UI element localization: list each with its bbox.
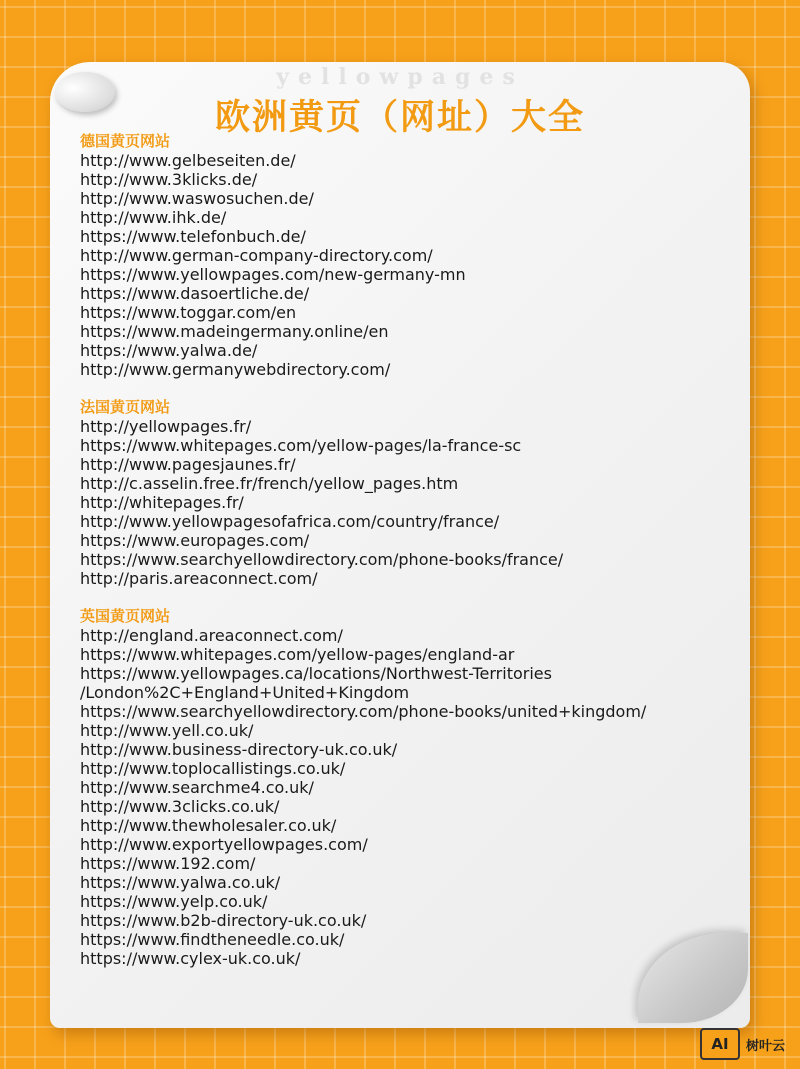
link-item[interactable]: http://www.ihk.de/ [80, 208, 227, 227]
link-item[interactable]: http://www.yell.co.uk/ [80, 721, 254, 740]
link-item[interactable]: https://www.findtheneedle.co.uk/ [80, 930, 345, 949]
brand-name: 树叶云 [746, 1038, 786, 1054]
link-item[interactable]: https://www.dasoertliche.de/ [80, 284, 310, 303]
link-item[interactable]: http://www.gelbeseiten.de/ [80, 151, 296, 170]
link-item[interactable]: https://www.yalwa.co.uk/ [80, 873, 281, 892]
link-item[interactable]: http://www.3klicks.de/ [80, 170, 258, 189]
link-item-continuation[interactable]: /London%2C+England+United+Kingdom [80, 683, 410, 702]
link-item[interactable]: https://www.europages.com/ [80, 531, 310, 550]
link-item[interactable]: http://www.german-company-directory.com/ [80, 246, 433, 265]
section-title-uk: 英国黄页网站 [80, 607, 171, 625]
link-item[interactable]: https://www.telefonbuch.de/ [80, 227, 306, 246]
link-item[interactable]: https://www.cylex-uk.co.uk/ [80, 949, 301, 968]
link-item[interactable]: http://england.areaconnect.com/ [80, 626, 343, 645]
link-directory [80, 132, 730, 968]
section-spacer [80, 379, 730, 398]
link-item[interactable]: http://www.exportyellowpages.com/ [80, 835, 368, 854]
ai-logo-icon: AI [700, 1028, 740, 1060]
page-title: 欧洲黄页（网址）大全 [214, 97, 585, 138]
link-item[interactable]: http://www.toplocallistings.co.uk/ [80, 759, 346, 778]
link-item[interactable]: http://www.waswosuchen.de/ [80, 189, 314, 208]
link-item[interactable]: https://www.b2b-directory-uk.co.uk/ [80, 911, 367, 930]
watermark-text: yellowpages [276, 64, 524, 90]
link-item[interactable]: https://www.yellowpages.com/new-germany-mn [80, 265, 466, 284]
link-item[interactable]: http://www.3clicks.co.uk/ [80, 797, 280, 816]
link-item[interactable]: https://www.searchyellowdirectory.com/phone-books/united+kingdom/ [80, 702, 647, 721]
link-item[interactable]: https://www.whitepages.com/yellow-pages/la-france-sc [80, 436, 522, 455]
link-item[interactable]: https://www.yalwa.de/ [80, 341, 258, 360]
link-item[interactable]: http://paris.areaconnect.com/ [80, 569, 318, 588]
link-item[interactable]: http://www.business-directory-uk.co.uk/ [80, 740, 398, 759]
link-item[interactable]: http://www.germanywebdirectory.com/ [80, 360, 391, 379]
link-item[interactable]: http://www.thewholesaler.co.uk/ [80, 816, 337, 835]
link-item[interactable]: http://www.pagesjaunes.fr/ [80, 455, 296, 474]
link-item[interactable]: https://www.yelp.co.uk/ [80, 892, 268, 911]
link-item[interactable]: https://www.whitepages.com/yellow-pages/england-ar [80, 645, 515, 664]
link-item[interactable]: http://whitepages.fr/ [80, 493, 244, 512]
brand-logo [700, 1028, 785, 1060]
link-item[interactable]: https://www.192.com/ [80, 854, 256, 873]
section-spacer [80, 588, 730, 607]
link-item[interactable]: https://www.toggar.com/en [80, 303, 297, 322]
section-title-france: 法国黄页网站 [80, 398, 171, 416]
link-item[interactable]: http://www.searchme4.co.uk/ [80, 778, 314, 797]
link-item[interactable]: https://www.madeingermany.online/en [80, 322, 389, 341]
link-item[interactable]: https://www.yellowpages.ca/locations/Northwest-Territories [80, 664, 552, 683]
link-item[interactable]: http://www.yellowpagesofafrica.com/country/france/ [80, 512, 500, 531]
link-item[interactable]: https://www.searchyellowdirectory.com/phone-books/france/ [80, 550, 564, 569]
section-title-germany: 德国黄页网站 [80, 132, 171, 150]
link-item[interactable]: http://c.asselin.free.fr/french/yellow_pages.htm [80, 474, 459, 493]
link-item[interactable]: http://yellowpages.fr/ [80, 417, 252, 436]
